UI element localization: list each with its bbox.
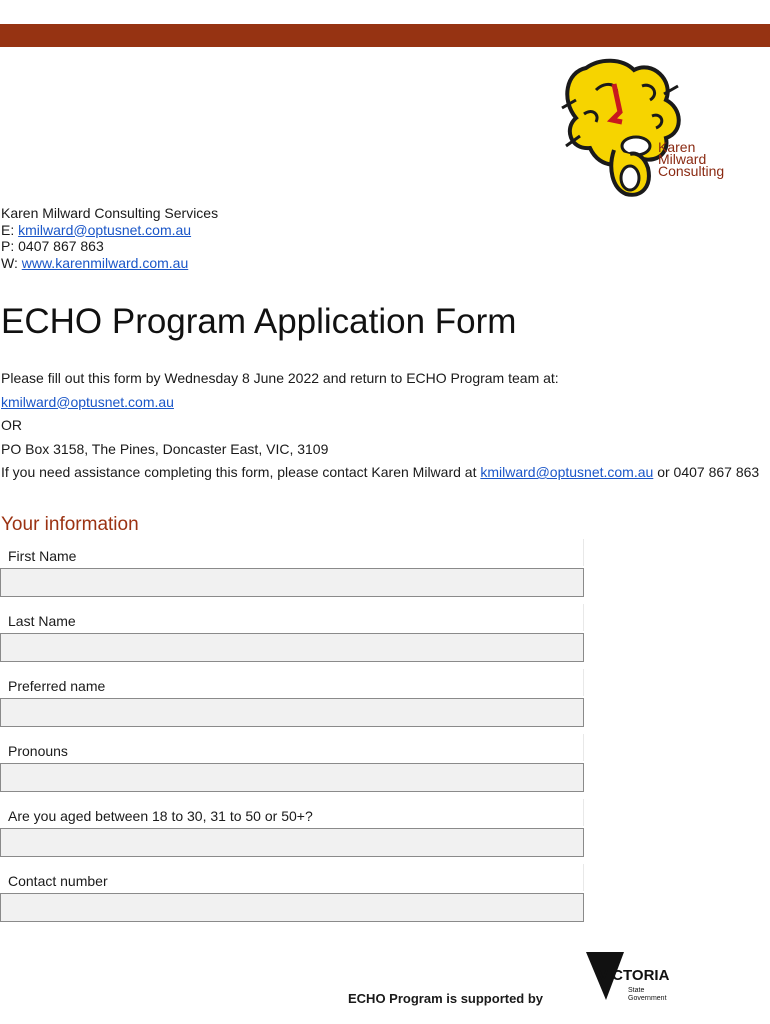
section-heading: Your information — [1, 514, 139, 535]
last-name-input[interactable] — [0, 633, 584, 662]
assistance-email-link[interactable]: kmilward@optusnet.com.au — [480, 464, 654, 480]
header-color-bar — [0, 24, 770, 47]
your-information-form — [0, 538, 584, 928]
assistance-text: If you need assistance completing this form, please contact Karen Milward at kmilward@optusnet.com.au or 0407 867 863 — [1, 464, 760, 480]
field-age-range — [0, 798, 584, 863]
victoria-wordmark: VICTORIA — [598, 967, 670, 984]
page-title: ECHO Program Application Form — [1, 302, 517, 341]
logo-text-karen: Karen — [658, 139, 696, 155]
field-label: Last Name — [8, 613, 76, 629]
contact-number-input[interactable] — [0, 893, 584, 922]
field-contact-number — [0, 863, 584, 928]
preferred-name-input[interactable] — [0, 698, 584, 727]
postal-address: PO Box 3158, The Pines, Doncaster East, VIC, 3109 — [1, 440, 329, 457]
karen-milward-consulting-logo — [556, 50, 746, 200]
first-name-input[interactable] — [0, 568, 584, 597]
contact-email-line: E: kmilward@optusnet.com.au — [1, 221, 192, 238]
intro-block — [1, 370, 761, 488]
field-label: First Name — [8, 548, 77, 564]
company-name: Karen Milward Consulting Services — [1, 205, 219, 221]
contact-phone: P: 0407 867 863 — [1, 238, 104, 254]
victoria-government-logo — [584, 950, 684, 1008]
victoria-state-text: State — [628, 987, 645, 994]
contact-email-link[interactable]: kmilward@optusnet.com.au — [18, 221, 192, 238]
supported-by-text: ECHO Program is supported by — [348, 991, 544, 1006]
field-label: Contact number — [8, 873, 108, 889]
logo-text-consulting: Consulting — [658, 163, 725, 179]
field-label: Are you aged between 18 to 30, 31 to 50 or 50+? — [8, 808, 313, 824]
field-label: Pronouns — [8, 743, 68, 759]
field-preferred-name — [0, 668, 584, 733]
field-label: Preferred name — [8, 678, 106, 694]
return-email-line — [1, 394, 761, 411]
logo-text-milward: Milward — [658, 151, 707, 167]
field-pronouns — [0, 733, 584, 798]
or-text: OR — [1, 417, 22, 433]
contact-block — [1, 205, 218, 271]
return-email-link[interactable]: kmilward@optusnet.com.au — [1, 393, 174, 410]
victoria-government-text: Government — [628, 995, 667, 1002]
contact-website-link[interactable]: www.karenmilward.com.au — [21, 254, 189, 271]
field-first-name — [0, 538, 584, 603]
pronouns-input[interactable] — [0, 763, 584, 792]
age-range-input[interactable] — [0, 828, 584, 857]
instruction-text: Please fill out this form by Wednesday 8 June 2022 and return to ECHO Program team at: — [1, 370, 559, 386]
contact-web-line: W: www.karenmilward.com.au — [1, 254, 189, 271]
field-last-name — [0, 603, 584, 668]
